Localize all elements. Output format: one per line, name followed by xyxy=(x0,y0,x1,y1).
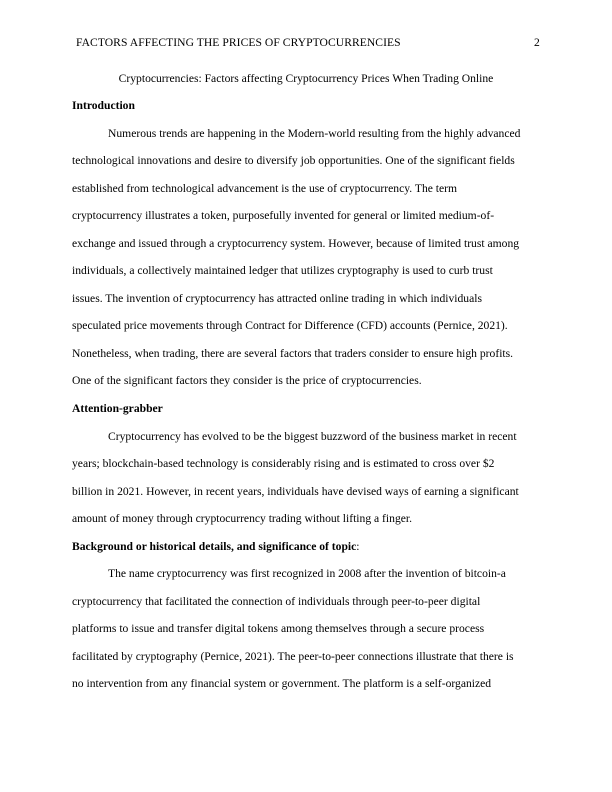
document-body xyxy=(72,100,540,706)
paragraph-line: Nonetheless, when trading, there are several factors that traders consider to ensure high profits. xyxy=(72,346,514,360)
paragraph-line: speculated price movements through Contract for Difference (CFD) accounts (Pernice, 2021). xyxy=(72,319,508,333)
paragraph-line: Numerous trends are happening in the Modern-world resulting from the highly advanced xyxy=(108,126,521,140)
page-number: 2 xyxy=(534,36,540,49)
section-heading-attention-grabber: Attention-grabber xyxy=(72,402,163,416)
paragraph-line: cryptocurrency that facilitated the connection of individuals through peer-to-peer digital xyxy=(72,594,481,608)
paragraph-line: The name cryptocurrency was first recognized in 2008 after the invention of bitcoin-a xyxy=(108,567,506,581)
document-title: Cryptocurrencies: Factors affecting Cryptocurrency Prices When Trading Online xyxy=(118,72,494,85)
paragraph-line: One of the significant factors they consider is the price of cryptocurrencies. xyxy=(72,374,422,388)
paragraph-line: established from technological advancement is the use of cryptocurrency. The term xyxy=(72,181,458,195)
running-head: FACTORS AFFECTING THE PRICES OF CRYPTOCURRENCIES xyxy=(76,36,401,49)
paragraph-line: technological innovations and desire to diversify job opportunities. One of the significant fields xyxy=(72,154,515,168)
section-heading-introduction: Introduction xyxy=(72,99,135,112)
paragraph-line: issues. The invention of cryptocurrency has attracted online trading in which individuals xyxy=(72,291,482,305)
section-heading-background-text: Background or historical details, and significance of topic xyxy=(72,539,357,553)
section-heading-background-colon: : xyxy=(356,539,360,553)
paragraph-line: no intervention from any financial system or government. The platform is a self-organized xyxy=(72,677,492,691)
paragraph-line: cryptocurrency illustrates a token, purposefully invented for general or limited medium-of- xyxy=(72,209,495,223)
paragraph-line: amount of money through cryptocurrency trading without lifting a finger. xyxy=(72,512,412,526)
section-heading-background xyxy=(72,541,540,569)
paragraph-line: years; blockchain-based technology is considerably rising and is estimated to cross over $2 xyxy=(72,457,495,471)
paragraph-line: individuals, a collectively maintained ledger that utilizes cryptography is used to curb trust xyxy=(72,264,493,278)
paragraph-line: exchange and issued through a cryptocurrency system. However, because of limited trust among xyxy=(72,236,520,250)
paragraph-line: billion in 2021. However, in recent years, individuals have devised ways of earning a significant xyxy=(72,484,519,498)
paragraph-line: platforms to issue and transfer digital tokens among themselves through a secure process xyxy=(72,622,485,636)
paragraph-line: facilitated by cryptography (Pernice, 2021). The peer-to-peer connections illustrate that there is xyxy=(72,649,514,663)
paragraph-line: Cryptocurrency has evolved to be the biggest buzzword of the business market in recent xyxy=(108,429,517,443)
